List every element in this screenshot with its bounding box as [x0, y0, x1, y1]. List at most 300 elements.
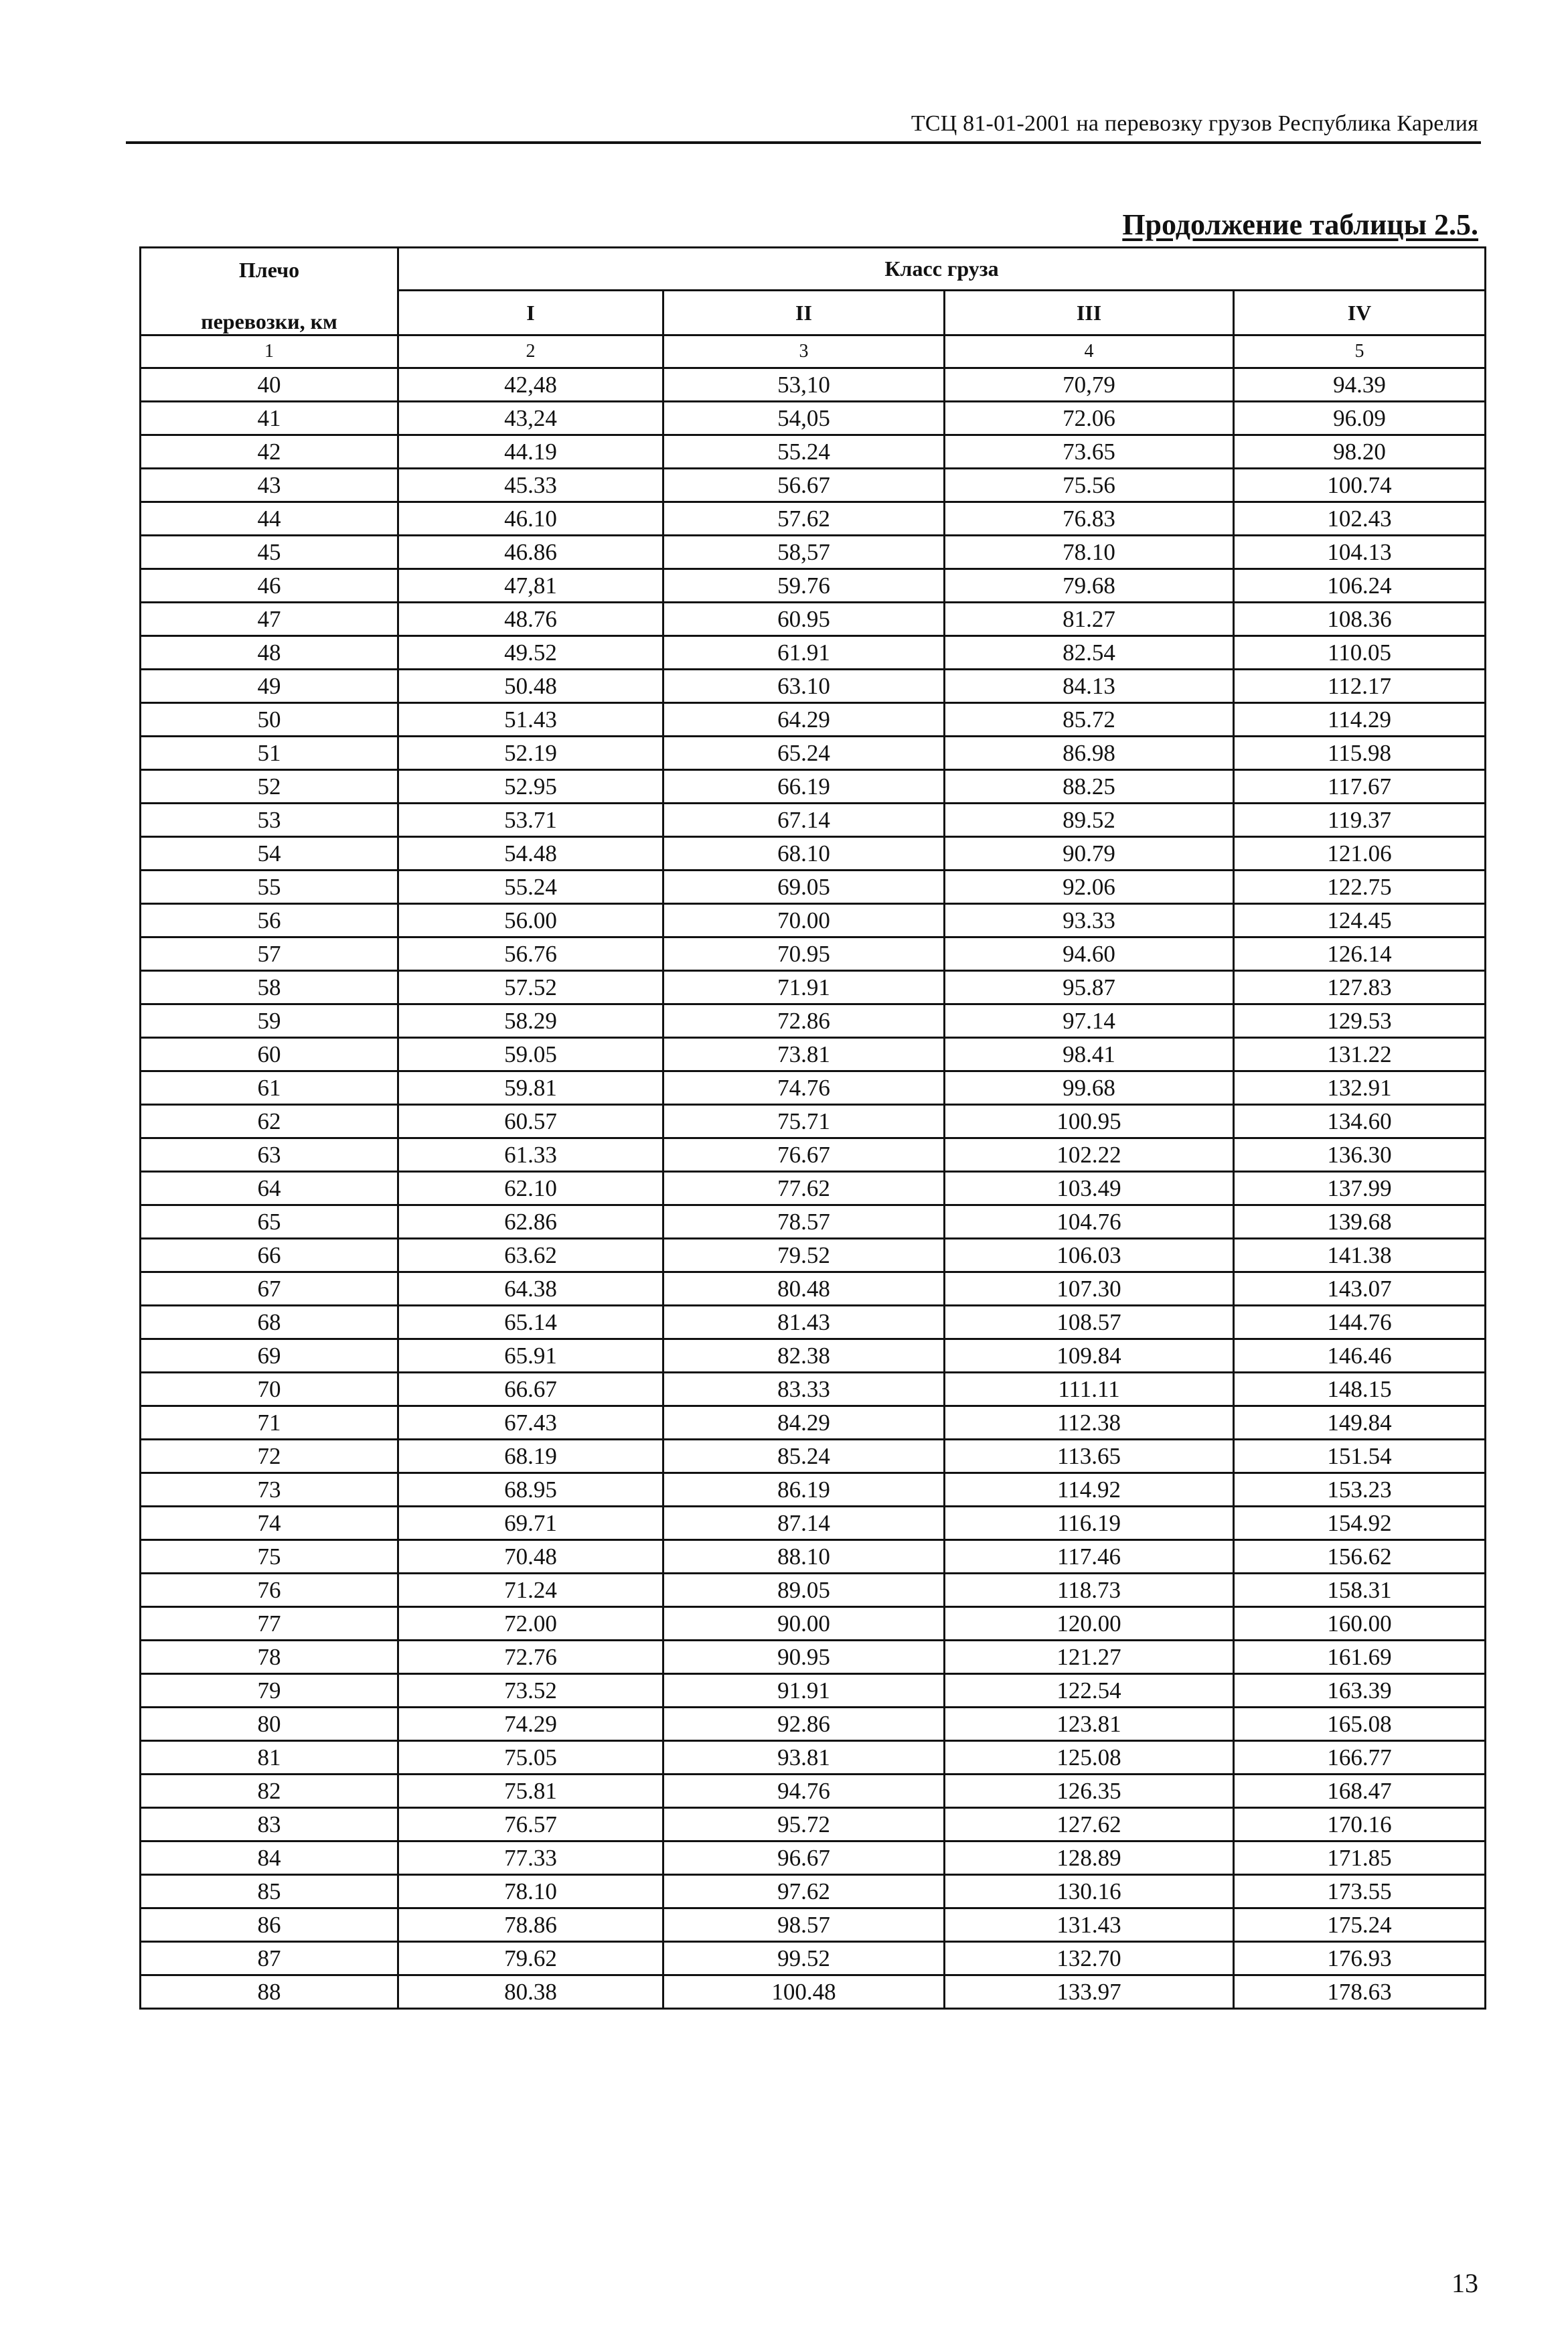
cell-distance: 71 — [141, 1406, 398, 1440]
cell-distance: 82 — [141, 1775, 398, 1808]
cell-distance: 53 — [141, 804, 398, 837]
header-cargo-class: Класс груза — [398, 248, 1486, 291]
cell-class-4: 165.08 — [1234, 1708, 1486, 1741]
cell-class-4: 94.39 — [1234, 368, 1486, 402]
page-number: 13 — [1452, 2268, 1478, 2298]
cell-class-2: 75.71 — [663, 1105, 945, 1138]
cell-class-1: 53.71 — [398, 804, 663, 837]
cell-class-1: 46.86 — [398, 536, 663, 569]
running-header: ТСЦ 81-01-2001 на перевозку грузов Республика Карелия — [911, 111, 1478, 136]
table-row — [141, 737, 1486, 770]
cell-class-3: 90.79 — [945, 837, 1234, 871]
table-row — [141, 1674, 1486, 1708]
cell-class-2: 76.67 — [663, 1138, 945, 1172]
cell-class-1: 56.76 — [398, 937, 663, 971]
cell-class-1: 49.52 — [398, 636, 663, 670]
table-row — [141, 1942, 1486, 1975]
cell-class-1: 65.14 — [398, 1306, 663, 1339]
cell-class-2: 95.72 — [663, 1808, 945, 1841]
cell-class-1: 61.33 — [398, 1138, 663, 1172]
table-row — [141, 1339, 1486, 1373]
table-row — [141, 1373, 1486, 1406]
table-row — [141, 569, 1486, 603]
cell-class-1: 69.71 — [398, 1507, 663, 1540]
cell-class-2: 88.10 — [663, 1540, 945, 1574]
table-row — [141, 368, 1486, 402]
cell-class-1: 63.62 — [398, 1239, 663, 1272]
cell-class-1: 79.62 — [398, 1942, 663, 1975]
cell-class-2: 84.29 — [663, 1406, 945, 1440]
cell-class-2: 89.05 — [663, 1574, 945, 1607]
cell-class-3: 72.06 — [945, 402, 1234, 435]
cell-class-2: 69.05 — [663, 871, 945, 904]
cell-class-4: 168.47 — [1234, 1775, 1486, 1808]
cell-distance: 58 — [141, 971, 398, 1004]
cell-distance: 46 — [141, 569, 398, 603]
cell-distance: 73 — [141, 1473, 398, 1507]
cell-class-1: 62.10 — [398, 1172, 663, 1205]
cell-class-3: 116.19 — [945, 1507, 1234, 1540]
cell-class-3: 109.84 — [945, 1339, 1234, 1373]
cell-class-2: 56.67 — [663, 469, 945, 502]
cell-class-3: 112.38 — [945, 1406, 1234, 1440]
table-body — [141, 368, 1486, 2009]
cell-class-4: 137.99 — [1234, 1172, 1486, 1205]
cell-class-2: 58,57 — [663, 536, 945, 569]
cell-class-3: 130.16 — [945, 1875, 1234, 1908]
cell-class-3: 78.10 — [945, 536, 1234, 569]
cell-class-2: 82.38 — [663, 1339, 945, 1373]
cell-class-4: 166.77 — [1234, 1741, 1486, 1775]
tariff-table — [139, 246, 1486, 2010]
cell-class-4: 163.39 — [1234, 1674, 1486, 1708]
cell-distance: 84 — [141, 1841, 398, 1875]
cell-class-2: 70.95 — [663, 937, 945, 971]
cell-class-1: 71.24 — [398, 1574, 663, 1607]
table-row — [141, 1540, 1486, 1574]
column-number: 3 — [663, 335, 945, 368]
cell-class-4: 106.24 — [1234, 569, 1486, 603]
header-distance-line1: Плечо — [238, 258, 300, 282]
table-row — [141, 1975, 1486, 2009]
cell-class-2: 93.81 — [663, 1741, 945, 1775]
cell-class-1: 67.43 — [398, 1406, 663, 1440]
cell-class-2: 86.19 — [663, 1473, 945, 1507]
cell-class-4: 129.53 — [1234, 1004, 1486, 1038]
cell-class-1: 47,81 — [398, 569, 663, 603]
cell-distance: 80 — [141, 1708, 398, 1741]
cell-distance: 44 — [141, 502, 398, 536]
cell-distance: 88 — [141, 1975, 398, 2009]
cell-class-3: 127.62 — [945, 1808, 1234, 1841]
cell-class-2: 94.76 — [663, 1775, 945, 1808]
table-row — [141, 1205, 1486, 1239]
cell-class-3: 106.03 — [945, 1239, 1234, 1272]
cell-class-1: 54.48 — [398, 837, 663, 871]
cell-class-1: 50.48 — [398, 670, 663, 703]
cell-distance: 75 — [141, 1540, 398, 1574]
cell-class-3: 102.22 — [945, 1138, 1234, 1172]
cell-class-3: 111.11 — [945, 1373, 1234, 1406]
table-row — [141, 1004, 1486, 1038]
cell-class-3: 75.56 — [945, 469, 1234, 502]
cell-class-1: 60.57 — [398, 1105, 663, 1138]
cell-class-2: 71.91 — [663, 971, 945, 1004]
cell-class-4: 176.93 — [1234, 1942, 1486, 1975]
cell-class-4: 153.23 — [1234, 1473, 1486, 1507]
cell-class-1: 78.86 — [398, 1908, 663, 1942]
table-row — [141, 1306, 1486, 1339]
cell-class-3: 97.14 — [945, 1004, 1234, 1038]
cell-class-1: 55.24 — [398, 871, 663, 904]
cell-class-3: 92.06 — [945, 871, 1234, 904]
cell-class-4: 98.20 — [1234, 435, 1486, 469]
cell-class-4: 104.13 — [1234, 536, 1486, 569]
cell-distance: 45 — [141, 536, 398, 569]
cell-distance: 54 — [141, 837, 398, 871]
cell-distance: 49 — [141, 670, 398, 703]
cell-class-3: 99.68 — [945, 1071, 1234, 1105]
cell-distance: 74 — [141, 1507, 398, 1540]
cell-class-1: 45.33 — [398, 469, 663, 502]
cell-class-2: 79.52 — [663, 1239, 945, 1272]
cell-class-3: 126.35 — [945, 1775, 1234, 1808]
table-row — [141, 1406, 1486, 1440]
column-number-row — [141, 335, 1486, 368]
cell-class-1: 59.05 — [398, 1038, 663, 1071]
cell-class-3: 85.72 — [945, 703, 1234, 737]
cell-class-1: 75.81 — [398, 1775, 663, 1808]
cell-class-1: 76.57 — [398, 1808, 663, 1841]
cell-class-1: 58.29 — [398, 1004, 663, 1038]
cell-class-3: 82.54 — [945, 636, 1234, 670]
table-row — [141, 1875, 1486, 1908]
cell-class-1: 78.10 — [398, 1875, 663, 1908]
cell-distance: 62 — [141, 1105, 398, 1138]
table-row — [141, 435, 1486, 469]
cell-class-3: 114.92 — [945, 1473, 1234, 1507]
cell-class-2: 98.57 — [663, 1908, 945, 1942]
cell-class-1: 43,24 — [398, 402, 663, 435]
table-row — [141, 603, 1486, 636]
cell-class-4: 148.15 — [1234, 1373, 1486, 1406]
cell-class-4: 96.09 — [1234, 402, 1486, 435]
cell-distance: 40 — [141, 368, 398, 402]
cell-class-3: 118.73 — [945, 1574, 1234, 1607]
cell-class-3: 132.70 — [945, 1942, 1234, 1975]
cell-class-2: 78.57 — [663, 1205, 945, 1239]
cell-class-2: 73.81 — [663, 1038, 945, 1071]
cell-distance: 50 — [141, 703, 398, 737]
cell-class-3: 107.30 — [945, 1272, 1234, 1306]
cell-class-3: 104.76 — [945, 1205, 1234, 1239]
table-row — [141, 1841, 1486, 1875]
table-row — [141, 502, 1486, 536]
cell-class-1: 44.19 — [398, 435, 663, 469]
column-number: 5 — [1234, 335, 1486, 368]
cell-distance: 67 — [141, 1272, 398, 1306]
cell-distance: 76 — [141, 1574, 398, 1607]
cell-class-4: 124.45 — [1234, 904, 1486, 937]
header-rule — [126, 141, 1481, 144]
cell-distance: 42 — [141, 435, 398, 469]
header-class-1: I — [398, 291, 663, 335]
cell-class-4: 156.62 — [1234, 1540, 1486, 1574]
cell-class-3: 93.33 — [945, 904, 1234, 937]
cell-distance: 56 — [141, 904, 398, 937]
cell-class-1: 57.52 — [398, 971, 663, 1004]
cell-class-1: 64.38 — [398, 1272, 663, 1306]
cell-class-2: 91.91 — [663, 1674, 945, 1708]
cell-class-1: 68.19 — [398, 1440, 663, 1473]
cell-distance: 57 — [141, 937, 398, 971]
cell-class-1: 68.95 — [398, 1473, 663, 1507]
table-row — [141, 1775, 1486, 1808]
table-row — [141, 837, 1486, 871]
cell-class-4: 122.75 — [1234, 871, 1486, 904]
cell-class-4: 154.92 — [1234, 1507, 1486, 1540]
cell-class-1: 65.91 — [398, 1339, 663, 1373]
table-row — [141, 1607, 1486, 1641]
cell-class-4: 110.05 — [1234, 636, 1486, 670]
cell-class-4: 139.68 — [1234, 1205, 1486, 1239]
cell-class-3: 76.83 — [945, 502, 1234, 536]
cell-class-2: 55.24 — [663, 435, 945, 469]
header-class-4: IV — [1234, 291, 1486, 335]
header-class-2: II — [663, 291, 945, 335]
cell-class-2: 90.00 — [663, 1607, 945, 1641]
cell-distance: 68 — [141, 1306, 398, 1339]
cell-distance: 59 — [141, 1004, 398, 1038]
table-row — [141, 1908, 1486, 1942]
cell-distance: 77 — [141, 1607, 398, 1641]
cell-class-2: 59.76 — [663, 569, 945, 603]
cell-class-1: 77.33 — [398, 1841, 663, 1875]
cell-class-4: 132.91 — [1234, 1071, 1486, 1105]
cell-class-2: 72.86 — [663, 1004, 945, 1038]
cell-class-1: 52.19 — [398, 737, 663, 770]
cell-distance: 47 — [141, 603, 398, 636]
cell-class-1: 42,48 — [398, 368, 663, 402]
cell-class-3: 103.49 — [945, 1172, 1234, 1205]
cell-distance: 86 — [141, 1908, 398, 1942]
cell-class-2: 80.48 — [663, 1272, 945, 1306]
cell-distance: 60 — [141, 1038, 398, 1071]
column-number: 4 — [945, 335, 1234, 368]
table-row — [141, 703, 1486, 737]
cell-class-3: 131.43 — [945, 1908, 1234, 1942]
cell-class-4: 149.84 — [1234, 1406, 1486, 1440]
cell-class-1: 74.29 — [398, 1708, 663, 1741]
cell-class-4: 112.17 — [1234, 670, 1486, 703]
cell-distance: 41 — [141, 402, 398, 435]
cell-distance: 66 — [141, 1239, 398, 1272]
cell-class-2: 63.10 — [663, 670, 945, 703]
cell-class-2: 90.95 — [663, 1641, 945, 1674]
cell-distance: 61 — [141, 1071, 398, 1105]
cell-class-3: 121.27 — [945, 1641, 1234, 1674]
table-row — [141, 937, 1486, 971]
cell-class-2: 68.10 — [663, 837, 945, 871]
table-row — [141, 402, 1486, 435]
table-row — [141, 804, 1486, 837]
cell-class-3: 128.89 — [945, 1841, 1234, 1875]
cell-class-2: 96.67 — [663, 1841, 945, 1875]
cell-class-3: 113.65 — [945, 1440, 1234, 1473]
table-row — [141, 871, 1486, 904]
cell-class-3: 125.08 — [945, 1741, 1234, 1775]
cell-class-3: 123.81 — [945, 1708, 1234, 1741]
table-row — [141, 636, 1486, 670]
cell-class-1: 51.43 — [398, 703, 663, 737]
cell-class-4: 115.98 — [1234, 737, 1486, 770]
cell-class-4: 141.38 — [1234, 1239, 1486, 1272]
cell-class-1: 73.52 — [398, 1674, 663, 1708]
table-row — [141, 670, 1486, 703]
cell-distance: 78 — [141, 1641, 398, 1674]
cell-class-4: 102.43 — [1234, 502, 1486, 536]
cell-class-3: 86.98 — [945, 737, 1234, 770]
cell-class-4: 173.55 — [1234, 1875, 1486, 1908]
cell-class-4: 131.22 — [1234, 1038, 1486, 1071]
table-row — [141, 1708, 1486, 1741]
cell-class-4: 178.63 — [1234, 1975, 1486, 2009]
cell-class-2: 54,05 — [663, 402, 945, 435]
cell-class-4: 170.16 — [1234, 1808, 1486, 1841]
cell-class-3: 133.97 — [945, 1975, 1234, 2009]
table-caption: Продолжение таблицы 2.5. — [1122, 208, 1478, 241]
cell-distance: 69 — [141, 1339, 398, 1373]
cell-class-3: 79.68 — [945, 569, 1234, 603]
table-row — [141, 770, 1486, 804]
cell-class-3: 94.60 — [945, 937, 1234, 971]
table-row — [141, 536, 1486, 569]
cell-class-3: 100.95 — [945, 1105, 1234, 1138]
cell-class-3: 98.41 — [945, 1038, 1234, 1071]
column-number: 1 — [141, 335, 398, 368]
cell-class-3: 84.13 — [945, 670, 1234, 703]
cell-distance: 52 — [141, 770, 398, 804]
cell-distance: 48 — [141, 636, 398, 670]
cell-class-2: 77.62 — [663, 1172, 945, 1205]
cell-class-2: 99.52 — [663, 1942, 945, 1975]
cell-distance: 85 — [141, 1875, 398, 1908]
cell-class-4: 160.00 — [1234, 1607, 1486, 1641]
cell-class-2: 100.48 — [663, 1975, 945, 2009]
cell-class-3: 117.46 — [945, 1540, 1234, 1574]
header-class-3: III — [945, 291, 1234, 335]
cell-class-2: 85.24 — [663, 1440, 945, 1473]
column-number: 2 — [398, 335, 663, 368]
cell-distance: 79 — [141, 1674, 398, 1708]
cell-class-2: 92.86 — [663, 1708, 945, 1741]
table-row — [141, 1574, 1486, 1607]
cell-class-2: 87.14 — [663, 1507, 945, 1540]
cell-class-4: 119.37 — [1234, 804, 1486, 837]
header-distance-line2: перевозки, км — [201, 309, 337, 333]
cell-class-3: 88.25 — [945, 770, 1234, 804]
table-row — [141, 1038, 1486, 1071]
cell-class-4: 100.74 — [1234, 469, 1486, 502]
table-row — [141, 1105, 1486, 1138]
cell-class-1: 56.00 — [398, 904, 663, 937]
cell-class-4: 136.30 — [1234, 1138, 1486, 1172]
cell-class-2: 61.91 — [663, 636, 945, 670]
cell-class-2: 67.14 — [663, 804, 945, 837]
cell-class-1: 62.86 — [398, 1205, 663, 1239]
cell-class-1: 72.76 — [398, 1641, 663, 1674]
cell-distance: 81 — [141, 1741, 398, 1775]
cell-class-1: 59.81 — [398, 1071, 663, 1105]
cell-class-4: 171.85 — [1234, 1841, 1486, 1875]
cell-class-3: 73.65 — [945, 435, 1234, 469]
cell-class-1: 72.00 — [398, 1607, 663, 1641]
cell-class-3: 81.27 — [945, 603, 1234, 636]
cell-distance: 65 — [141, 1205, 398, 1239]
cell-class-2: 64.29 — [663, 703, 945, 737]
cell-class-1: 70.48 — [398, 1540, 663, 1574]
table-row — [141, 1071, 1486, 1105]
cell-class-2: 66.19 — [663, 770, 945, 804]
table-row — [141, 1507, 1486, 1540]
cell-class-2: 83.33 — [663, 1373, 945, 1406]
table-head — [141, 248, 1486, 368]
cell-distance: 43 — [141, 469, 398, 502]
cell-distance: 51 — [141, 737, 398, 770]
cell-class-4: 126.14 — [1234, 937, 1486, 971]
cell-class-2: 70.00 — [663, 904, 945, 937]
cell-class-4: 108.36 — [1234, 603, 1486, 636]
table-row — [141, 1641, 1486, 1674]
cell-class-4: 143.07 — [1234, 1272, 1486, 1306]
cell-class-4: 127.83 — [1234, 971, 1486, 1004]
table-row — [141, 1272, 1486, 1306]
cell-class-3: 95.87 — [945, 971, 1234, 1004]
cell-class-4: 134.60 — [1234, 1105, 1486, 1138]
cell-class-4: 144.76 — [1234, 1306, 1486, 1339]
cell-class-3: 108.57 — [945, 1306, 1234, 1339]
table-row — [141, 971, 1486, 1004]
table-row — [141, 1440, 1486, 1473]
cell-class-1: 75.05 — [398, 1741, 663, 1775]
cell-class-1: 52.95 — [398, 770, 663, 804]
cell-class-1: 46.10 — [398, 502, 663, 536]
cell-distance: 64 — [141, 1172, 398, 1205]
cell-class-3: 120.00 — [945, 1607, 1234, 1641]
table-row — [141, 1239, 1486, 1272]
cell-distance: 55 — [141, 871, 398, 904]
cell-class-2: 57.62 — [663, 502, 945, 536]
table-row — [141, 1741, 1486, 1775]
cell-class-2: 81.43 — [663, 1306, 945, 1339]
cell-class-1: 66.67 — [398, 1373, 663, 1406]
cell-class-4: 175.24 — [1234, 1908, 1486, 1942]
cell-class-3: 70,79 — [945, 368, 1234, 402]
cell-class-3: 122.54 — [945, 1674, 1234, 1708]
cell-class-2: 74.76 — [663, 1071, 945, 1105]
cell-distance: 72 — [141, 1440, 398, 1473]
cell-class-2: 60.95 — [663, 603, 945, 636]
cell-distance: 83 — [141, 1808, 398, 1841]
cell-class-4: 121.06 — [1234, 837, 1486, 871]
cell-distance: 87 — [141, 1942, 398, 1975]
table-row — [141, 904, 1486, 937]
cell-class-4: 117.67 — [1234, 770, 1486, 804]
cell-class-4: 146.46 — [1234, 1339, 1486, 1373]
table-row — [141, 1138, 1486, 1172]
cell-class-4: 151.54 — [1234, 1440, 1486, 1473]
table-row — [141, 1473, 1486, 1507]
